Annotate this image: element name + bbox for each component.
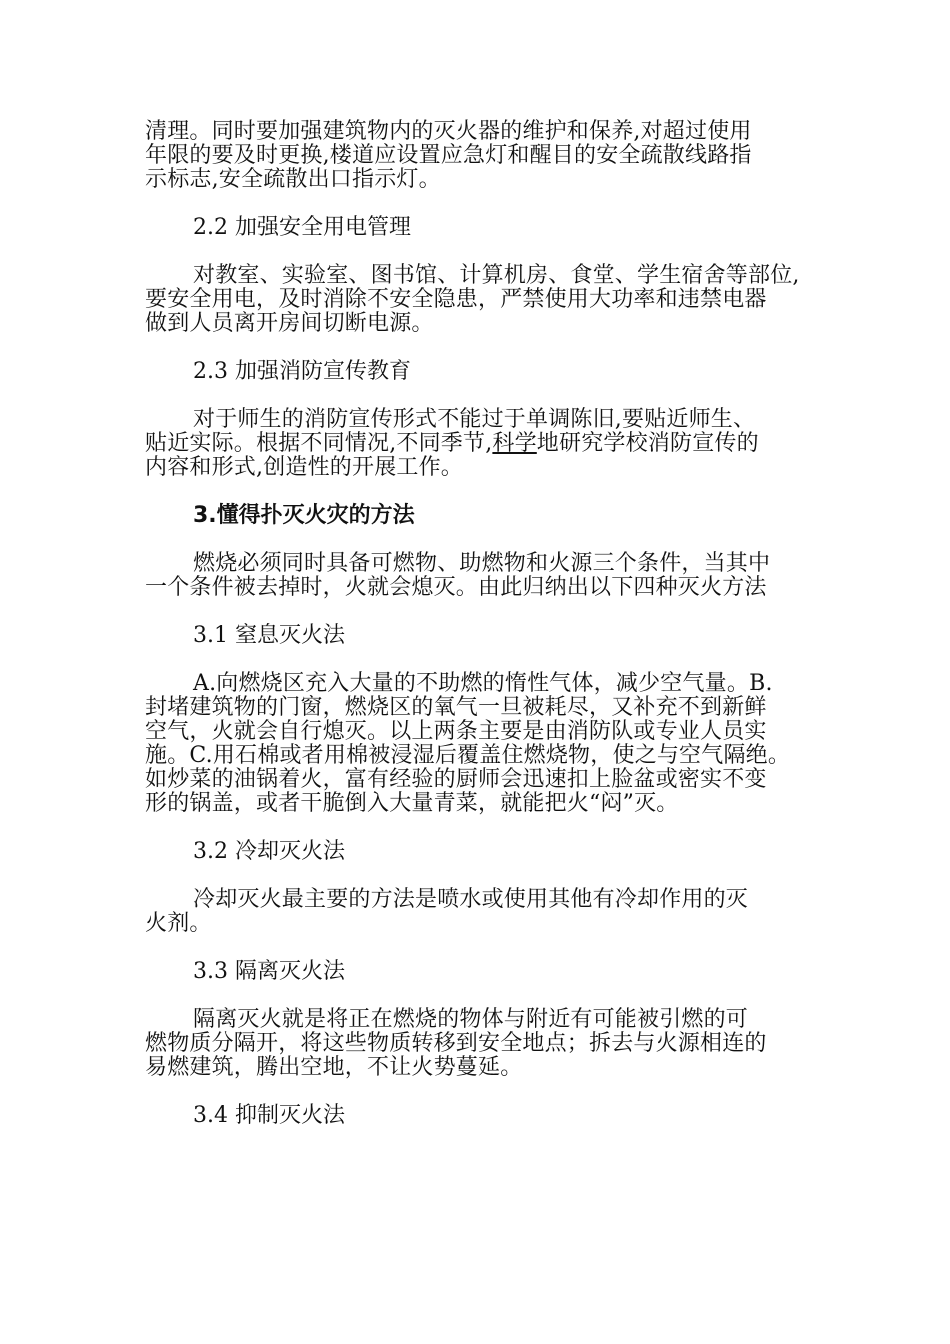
text-line: 施。C.用石棉或者用棉被浸湿后覆盖住燃烧物，使之与空气隔绝。 [145, 743, 791, 768]
paragraph-maintenance [145, 120, 825, 192]
text-line: 要安全用电，及时消除不安全隐患，严禁使用大功率和违禁电器 [145, 287, 767, 312]
section-heading-3-1: 3.1 窒息灭火法 [193, 623, 345, 648]
text-line [145, 432, 825, 456]
text-line: 燃烧必须同时具备可燃物、助燃物和火源三个条件，当其中 [193, 551, 771, 576]
text-line: 隔离灭火就是将正在燃烧的物体与附近有可能被引燃的可 [193, 1007, 749, 1032]
section-heading-2-3: 2.3 加强消防宣传教育 [193, 359, 411, 384]
text-line: 年限的要及时更换,楼道应设置应急灯和醒目的安全疏散线路指 [145, 143, 752, 168]
text-line: 对教室、实验室、图书馆、计算机房、食堂、学生宿舍等部位, [193, 263, 800, 288]
science-link[interactable]: 科学 [492, 431, 537, 456]
text-line: 对于师生的消防宣传形式不能过于单调陈旧,要贴近师生、 [193, 407, 756, 432]
text-line: 如炒菜的油锅着火，富有经验的厨师会迅速扣上脸盆或密实不变 [145, 767, 767, 792]
text-line: 易燃建筑，腾出空地，不让火势蔓延。 [145, 1055, 523, 1080]
text-fragment: 地研究学校消防宣传的 [536, 431, 759, 456]
text-line: 内容和形式,创造性的开展工作。 [145, 455, 463, 480]
text-line: 形的锅盖，或者干脆倒入大量青菜，就能把火“闷”灭。 [145, 791, 679, 816]
section-heading-3: 3.懂得扑灭火灾的方法 [193, 503, 415, 528]
text-line: 示标志,安全疏散出口指示灯。 [145, 167, 441, 192]
paragraph-suffocation [145, 672, 825, 816]
section-heading-3-3: 3.3 隔离灭火法 [193, 959, 345, 984]
document-page [145, 120, 825, 1128]
text-line: A.向燃烧区充入大量的不助燃的惰性气体，减少空气量。B. [193, 671, 773, 696]
text-line: 冷却灭火最主要的方法是喷水或使用其他有冷却作用的灭 [193, 887, 749, 912]
text-line: 燃物质分隔开，将这些物质转移到安全地点；拆去与火源相连的 [145, 1031, 767, 1056]
text-line: 火剂。 [145, 911, 212, 936]
text-line: 一个条件被去掉时，火就会熄灭。由此归纳出以下四种灭火方法 [145, 575, 767, 600]
paragraph-combustion [145, 552, 825, 600]
paragraph-isolation [145, 1008, 825, 1080]
text-line: 清理。同时要加强建筑物内的灭火器的维护和保养,对超过使用 [145, 119, 752, 144]
text-line: 做到人员离开房间切断电源。 [145, 311, 434, 336]
paragraph-electricity [145, 264, 825, 336]
section-heading-3-4: 3.4 抑制灭火法 [193, 1103, 345, 1128]
paragraph-education [145, 408, 825, 480]
section-heading-2-2: 2.2 加强安全用电管理 [193, 215, 411, 240]
section-heading-3-2: 3.2 冷却灭火法 [193, 839, 345, 864]
text-line: 封堵建筑物的门窗，燃烧区的氧气一旦被耗尽，又补充不到新鲜 [145, 695, 767, 720]
text-fragment: 贴近实际。根据不同情况,不同季节, [145, 431, 493, 456]
paragraph-cooling [145, 888, 825, 936]
text-line: 空气，火就会自行熄灭。以上两条主要是由消防队或专业人员实 [145, 719, 767, 744]
